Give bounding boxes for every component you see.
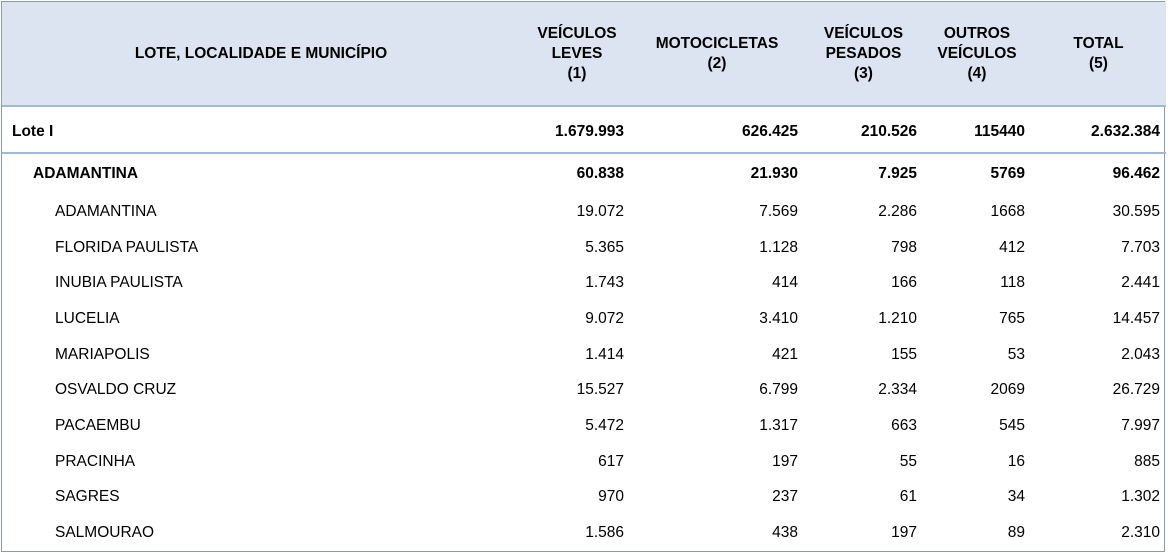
lote-row [2, 106, 1166, 153]
municipality-value-outros: 412 [999, 238, 1025, 256]
municipality-name: SALMOURAO [55, 524, 155, 542]
municipality-value-motocicletas: 3.410 [759, 309, 798, 327]
municipality-value-leves: 1.586 [585, 524, 624, 542]
header-line: VEÍCULOS [537, 24, 617, 42]
municipality-value-leves: 9.072 [585, 309, 624, 327]
header-line: (3) [854, 64, 873, 82]
municipality-value-motocicletas: 197 [772, 452, 798, 470]
municipality-value-leves: 970 [598, 488, 624, 506]
region-value-total: 96.462 [1112, 165, 1160, 182]
table-body [2, 106, 1166, 551]
municipality-value-motocicletas: 438 [772, 524, 798, 542]
header-veiculos-leves [524, 2, 630, 106]
header-veiculos-pesados [804, 2, 923, 106]
header-line: (5) [1089, 54, 1108, 72]
header-outros-veiculos [923, 2, 1031, 106]
municipality-value-leves: 1.743 [585, 274, 624, 292]
municipality-value-total: 26.729 [1112, 381, 1160, 399]
municipality-value-leves: 617 [598, 452, 624, 470]
header-line: PESADOS [825, 44, 902, 62]
municipality-name: LUCELIA [55, 309, 120, 327]
municipality-value-motocicletas: 1.128 [759, 238, 798, 256]
municipality-row [2, 372, 1166, 408]
municipality-name: MARIAPOLIS [55, 345, 150, 363]
municipality-value-pesados: 166 [891, 274, 917, 292]
municipality-row [2, 515, 1166, 551]
municipality-name: PRACINHA [55, 452, 136, 470]
region-name: ADAMANTINA [33, 165, 139, 182]
header-line: LOTE, LOCALIDADE E MUNICÍPIO [134, 44, 388, 62]
municipality-value-motocicletas: 7.569 [759, 202, 798, 220]
lote-value-leves: 1.679.993 [524, 106, 630, 153]
municipality-name: INUBIA PAULISTA [55, 274, 183, 292]
header-line: VEÍCULOS [823, 24, 904, 42]
municipality-value-outros: 2069 [990, 381, 1025, 399]
municipality-value-pesados: 197 [891, 524, 917, 542]
table-header [2, 2, 1166, 106]
municipality-value-pesados: 155 [891, 345, 917, 363]
municipality-value-outros: 118 [1000, 274, 1025, 292]
municipality-value-total: 2.310 [1121, 524, 1160, 542]
municipality-value-total: 2.043 [1121, 345, 1160, 363]
municipality-value-outros: 545 [999, 416, 1025, 434]
municipality-value-outros: 16 [1007, 452, 1025, 470]
municipality-name: SAGRES [55, 488, 120, 506]
municipality-row [2, 480, 1166, 516]
municipality-value-outros: 765 [999, 309, 1025, 327]
header-line: TOTAL [1073, 34, 1124, 52]
municipality-value-total: 1.302 [1121, 488, 1160, 506]
municipality-value-pesados: 55 [899, 452, 917, 470]
header-total [1031, 2, 1166, 106]
municipality-value-leves: 1.414 [585, 345, 624, 363]
header-line: OUTROS [943, 24, 1011, 42]
header-line: VEÍCULOS [937, 44, 1017, 62]
municipality-value-motocicletas: 6.799 [759, 381, 798, 399]
municipality-value-pesados: 1.210 [878, 309, 917, 327]
municipality-value-total: 885 [1134, 452, 1160, 470]
municipality-value-total: 7.997 [1121, 416, 1160, 434]
municipality-value-total: 2.441 [1121, 274, 1160, 292]
lote-value-outros: 115440 [923, 106, 1031, 153]
municipality-value-pesados: 663 [891, 416, 917, 434]
municipality-value-total: 14.457 [1112, 309, 1160, 327]
municipality-value-motocicletas: 421 [772, 345, 798, 363]
municipality-value-leves: 5.472 [585, 416, 624, 434]
header-line: (1) [567, 64, 587, 82]
municipality-value-motocicletas: 414 [772, 274, 798, 292]
municipality-value-pesados: 798 [891, 238, 917, 256]
municipality-value-outros: 34 [1007, 488, 1025, 506]
municipality-value-pesados: 61 [899, 488, 917, 506]
municipality-name: OSVALDO CRUZ [55, 381, 177, 399]
municipality-value-outros: 1668 [990, 202, 1025, 220]
lote-value-motocicletas: 626.425 [630, 106, 804, 153]
region-row [2, 153, 1166, 194]
municipality-row [2, 301, 1166, 337]
municipality-row [2, 337, 1166, 373]
municipality-value-total: 7.703 [1121, 238, 1160, 256]
header-line: MOTOCICLETAS [655, 34, 779, 52]
header-lote-localidade-municipio [2, 2, 524, 106]
municipality-row [2, 194, 1166, 230]
municipality-value-total: 30.595 [1112, 202, 1160, 220]
lote-value-total: 2.632.384 [1031, 106, 1166, 153]
vehicle-fleet-table [2, 2, 1166, 551]
municipality-value-leves: 5.365 [585, 238, 624, 256]
municipality-row [2, 230, 1166, 266]
municipality-value-pesados: 2.334 [878, 381, 917, 399]
region-value-outros: 5769 [990, 165, 1025, 182]
municipality-name: PACAEMBU [55, 416, 141, 434]
municipality-name: ADAMANTINA [55, 202, 157, 220]
municipality-row [2, 265, 1166, 301]
region-value-leves: 60.838 [576, 165, 624, 182]
municipality-value-pesados: 2.286 [878, 202, 917, 220]
municipality-value-outros: 89 [1007, 524, 1025, 542]
municipality-value-motocicletas: 237 [772, 488, 798, 506]
municipality-value-leves: 15.527 [576, 381, 624, 399]
municipality-row [2, 444, 1166, 480]
header-line: (2) [707, 54, 727, 72]
vehicle-table-frame [1, 1, 1165, 552]
header-line: (4) [967, 64, 987, 82]
municipality-value-motocicletas: 1.317 [759, 416, 798, 434]
municipality-value-leves: 19.072 [576, 202, 624, 220]
municipality-value-outros: 53 [1007, 345, 1025, 363]
lote-value-pesados: 210.526 [804, 106, 923, 153]
municipality-row [2, 408, 1166, 444]
header-line: LEVES [551, 44, 603, 62]
region-value-motocicletas: 21.930 [750, 165, 798, 182]
municipality-name: FLORIDA PAULISTA [55, 238, 199, 256]
region-value-pesados: 7.925 [878, 165, 917, 182]
header-row [2, 2, 1166, 106]
header-motocicletas [630, 2, 804, 106]
lote-name: Lote I [2, 106, 524, 153]
